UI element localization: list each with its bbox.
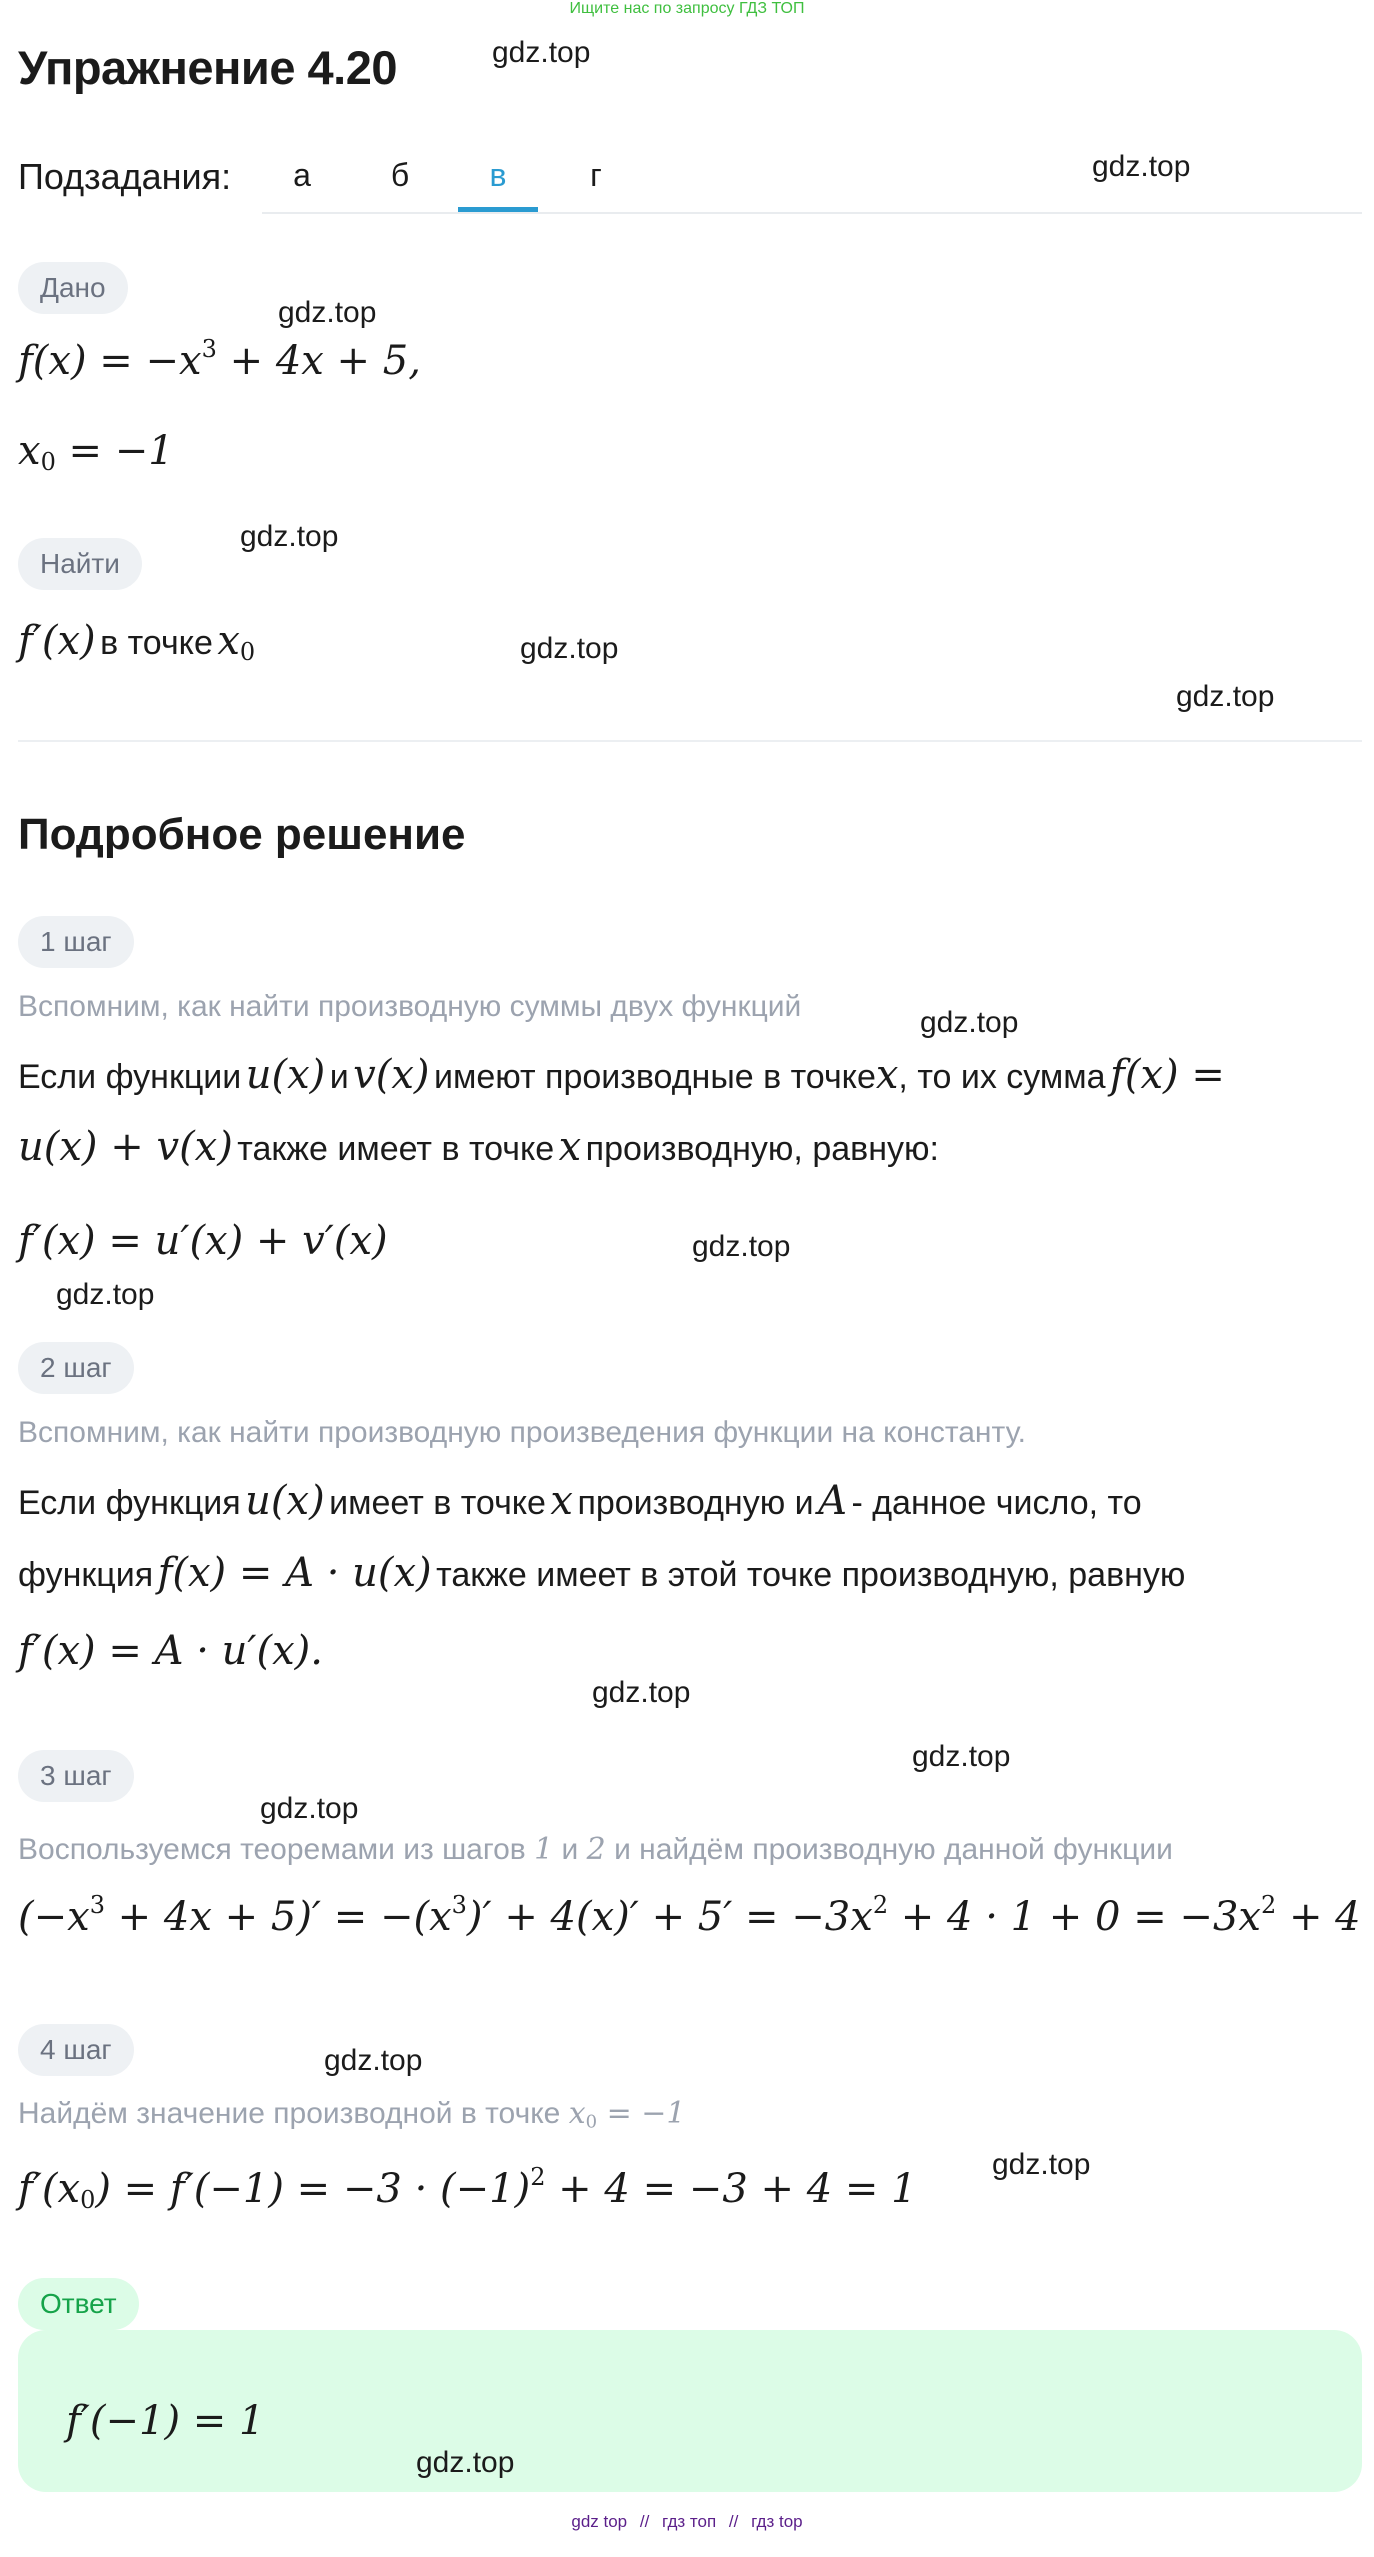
tab-b[interactable]: б [390, 157, 410, 193]
tab-g[interactable]: г [590, 157, 602, 193]
watermark: gdz.top [520, 632, 619, 665]
step-2-text-line2: функция f(x) = A · u(x) также имеет в этой точке производную, равную [18, 1550, 1186, 1596]
step-4-label: 4 шаг [18, 2024, 134, 2076]
footer-separator: // [639, 2512, 650, 2531]
watermark: gdz.top [278, 296, 377, 329]
step-4-hint: Найдём значение производной в точке $x_0 = -1$ [18, 2096, 686, 2133]
step-2-formula: f′(x) = A · u′(x). [18, 1628, 323, 1674]
watermark: gdz.top [240, 520, 339, 553]
step-4-formula: $f'(x_0) = f'(-1) = -3 \cdot (-1)^2 + 4 = -3 + 4 = 1$ [18, 2163, 917, 2214]
answer-label: Ответ [18, 2278, 139, 2330]
watermark: gdz.top [324, 2044, 423, 2077]
page-title: Упражнение 4.20 [18, 41, 397, 94]
watermark: gdz.top [992, 2148, 1091, 2181]
subtasks-label: Подзадания: [18, 156, 232, 197]
watermark: gdz.top [56, 1278, 155, 1311]
footer-links [0, 2512, 1374, 2532]
given-label: Дано [18, 262, 128, 314]
step-3-formula: $(-x^3 + 4x + 5)' = -(x^3)' + 4(x)' + 5' = -3x^2 + 4 \cdot 1 + 0 = -3x^2 + 4$ [18, 1891, 1361, 1940]
watermark: gdz.top [692, 1230, 791, 1263]
step-2-label: 2 шаг [18, 1342, 134, 1394]
watermark: gdz.top [416, 2446, 515, 2479]
step-1-hint: Вспомним, как найти производную суммы двух функций [18, 990, 802, 1023]
footer-link[interactable]: гдз топ [662, 2512, 717, 2531]
top-banner: Ищите нас по запросу ГДЗ ТОП [569, 0, 805, 17]
step-1-formula: f′(x) = u′(x) + v′(x) [18, 1218, 388, 1264]
step-2-text-line1: Если функция u(x) имеет в точке x производную и A - данное число, то [18, 1478, 1142, 1524]
find-line: f′(x) в точке $x_0$ [18, 618, 256, 666]
step-3-hint: Воспользуемся теоремами из шагов 1 и 2 и найдём производную данной функции [18, 1832, 1173, 1867]
subtask-tabs [262, 140, 1362, 214]
tab-v-active[interactable]: в [458, 140, 538, 212]
watermark: gdz.top [260, 1792, 359, 1825]
footer-separator: // [728, 2512, 739, 2531]
watermark: gdz.top [1092, 150, 1191, 183]
step-1-text-line2: u(x) + v(x) также имеет в точке x производную, равную: [18, 1124, 939, 1170]
find-label: Найти [18, 538, 142, 590]
footer-link[interactable]: гдз top [751, 2512, 803, 2531]
watermark: gdz.top [912, 1740, 1011, 1773]
watermark: gdz.top [592, 1676, 691, 1709]
footer-link[interactable]: gdz top [571, 2512, 628, 2531]
step-1-text-line1: Если функции u(x) и v(x) имеют производные в точкеx, то их сумма f(x) = [18, 1052, 1225, 1098]
step-3-label: 3 шаг [18, 1750, 134, 1802]
step-1-label: 1 шаг [18, 916, 134, 968]
step-2-hint: Вспомним, как найти производную произведения функции на константу. [18, 1416, 1026, 1449]
answer-formula: f′(−1) = 1 [66, 2398, 265, 2444]
solution-heading: Подробное решение [18, 810, 466, 859]
divider [18, 740, 1362, 742]
tab-a[interactable]: а [293, 157, 311, 193]
given-function: $f(x) = -x^3 + 4x + 5$, [18, 335, 421, 384]
watermark: gdz.top [1176, 680, 1275, 713]
watermark: gdz.top [492, 36, 591, 69]
given-point: $x_0 = -1$ [18, 428, 174, 476]
watermark: gdz.top [920, 1006, 1019, 1039]
